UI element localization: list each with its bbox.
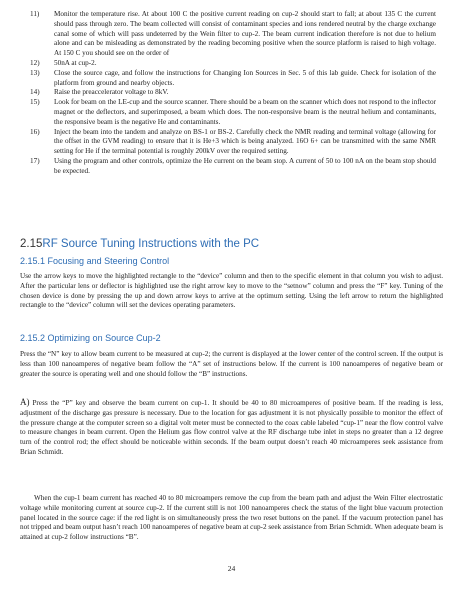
section-number: 2.15 bbox=[20, 238, 43, 250]
subsection-number: 2.15.2 bbox=[20, 333, 46, 343]
subsection-number: 2.15.1 bbox=[20, 256, 46, 266]
list-item-text: Inject the beam into the tandem and analyze on BS-1 or BS-2. Carefully check the NMR reading and terminal voltage (allowing for the offset in the GVM reading) to ensure that it is He+3 which is being analyzed. 16O 6+ can be transmitted with the same NMR setting for He if the terminal potential is roughly 200kV over the required setting. bbox=[54, 127, 436, 156]
optimizing-paragraph: Press the “N” key to allow beam current to be measured at cup-2; the current is displayed at the lower center of the control screen. If the output is less than 100 nanoamperes of negative beam follow the “A” set of instructions below. If the current is 100 nanoamperes of negative beam or greater the source is operating well and one should follow the “B” instructions. bbox=[20, 350, 443, 378]
subsection-title: Optimizing on Source Cup-2 bbox=[47, 333, 161, 343]
subsection-heading-optimizing bbox=[20, 333, 161, 343]
section-heading bbox=[20, 238, 259, 250]
list-item-text: Close the source cage, and follow the instructions for Changing Ion Sources in Sec. 5 of this lab guide. Check for isolation of the platform from ground and nearby objects. bbox=[54, 68, 436, 87]
list-item-number: 17) bbox=[30, 156, 40, 165]
list-item-text: 50nA at cup-2. bbox=[54, 58, 97, 67]
numbered-list bbox=[30, 10, 436, 177]
subsection-heading-focusing bbox=[20, 256, 169, 266]
list-item bbox=[30, 128, 436, 157]
focusing-paragraph: Use the arrow keys to move the highlighted rectangle to the “device” column and then to the specific element in that column you wish to adjust. After the particular lens or deflector is highlighted use the right arrow key to move to the “setnow” column and press the “F” key. Tuning of the chosen device is done by pressing the up and down arrow keys to arrive at the optimum setting. Using the left arrow to return the highlighted rectangle to the “device” column will set the devices operating parameters. bbox=[20, 272, 443, 310]
list-item-text: Raise the preaccelerator voltage to 8kV. bbox=[54, 88, 169, 97]
list-item-text: Monitor the temperature rise. At about 100 C the positive current reading on cup-2 should start to fall; at about 135 C the current should pass through zero. The beam collected will consist of contaminant species and ions rendered neutral by the charge exchange canal some of which will pass undeterred by the Wein filter to cup-2. The beam current indication therefore is not due to helium alone and can be misleading as demonstrated by the reading becoming positive when the source platform is raised to high voltage. At 150 C you should see on the order of bbox=[54, 10, 436, 58]
instructions-a-paragraph bbox=[20, 398, 443, 458]
list-item-text: Look for beam on the LE-cup and the source scanner. There should be a beam on the scanner which does not respond to the inflector magnet or the deflectors, and superimposed, a beam which does. The non-responsive beam is the neutral helium and contaminants, the responsive beam is the negative He and contaminants. bbox=[54, 98, 436, 126]
list-item bbox=[30, 10, 436, 59]
list-item-number: 14) bbox=[30, 88, 40, 97]
section-title: RF Source Tuning Instructions with the PC bbox=[42, 238, 260, 250]
list-item-number: 11) bbox=[30, 10, 40, 18]
list-item bbox=[30, 157, 436, 177]
list-item-number: 13) bbox=[30, 68, 40, 77]
list-item bbox=[30, 98, 436, 127]
list-item bbox=[30, 59, 436, 69]
instructions-a-letter: A) bbox=[20, 397, 30, 407]
list-item bbox=[30, 88, 436, 98]
list-item bbox=[30, 69, 436, 89]
subsection-title: Focusing and Steering Control bbox=[47, 256, 170, 266]
list-item-number: 16) bbox=[30, 127, 40, 136]
list-item-text: Using the program and other controls, optimize the He current on the beam stop. A current of 50 to 100 nA on the beam stop should be expected. bbox=[54, 156, 436, 175]
instructions-a-text: Press the “P” key and observe the beam current on cup-1. It should be 40 to 80 microamperes of positive beam. If the reading is less, adjustment of the discharge gas pressure is necessary. Due to the location for gas adjustment it is not physically possible to monitor the effect of the pressure change at the computer screen so a digital volt meter must be connected to the coax cable labeled “cup-1” near the flow control valve to measure changes in beam current. Open the Helium gas flow control valve at the RF discharge tube inlet in steps no greater than a 12 degree turn of the control rod; the effect should be noticeable within seconds. If the beam output doesn’t reach 40 microamperes seek assistance from Brian Schmidt. bbox=[20, 399, 443, 456]
list-item-number: 12) bbox=[30, 58, 40, 67]
page-number: 24 bbox=[227, 564, 236, 573]
list-item-number: 15) bbox=[30, 98, 40, 107]
instructions-a-continued: When the cup-1 beam current has reached 40 to 80 microampers remove the cup from the beam path and adjust the Wein Filter electrostatic voltage while monitoring current at source cup-2. If the current still is not 100 nanoamperes check the status of the light blue vacuum protection panel located in the source cage: if the red light is on simultaneously press the two reset buttons on the panel. If the vacuum protection panel has not tripped and beam output hasn’t reach 100 nanoamperes of negative beam at cup-2 seek assistance from Brian Schmidt. When adequate beam is attained at cup-2 follow instructions “B”. bbox=[20, 494, 443, 542]
